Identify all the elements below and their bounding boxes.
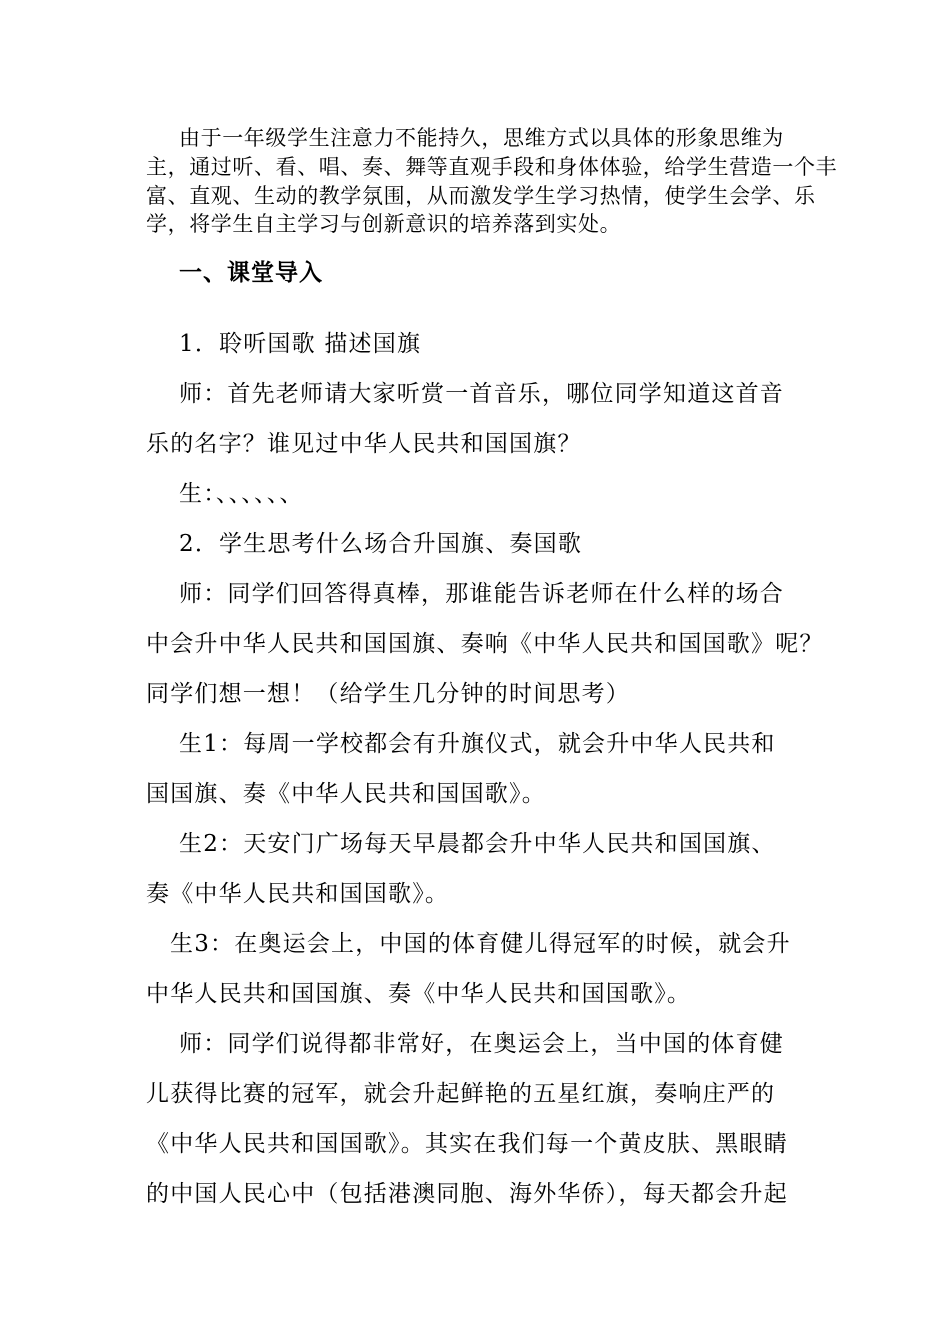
text-line-6: 师：同学们回答得真棒，那谁能告诉老师在什么样的场合 (179, 581, 784, 607)
text-line-10: 国国旗、奏《中华人民共和国国歌》。 (146, 781, 546, 807)
text-line-1: 1．聆听国歌 描述国旗 (179, 331, 422, 357)
text-line-13: 生3：在奥运会上，中国的体育健儿得冠军的时候，就会升 (170, 931, 791, 957)
intro-line-1: 由于一年级学生注意力不能持久，思维方式以具体的形象思维为 (179, 126, 784, 150)
text-line-18: 的中国人民心中（包括港澳同胞、海外华侨），每天都会升起 (146, 1181, 788, 1207)
text-line-9: 生1：每周一学校都会有升旗仪式，就会升中华人民共和 (179, 731, 776, 757)
text-line-3: 乐的名字？谁见过中华人民共和国国旗？ (146, 431, 582, 457)
text-line-2: 师：首先老师请大家听赏一首音乐，哪位同学知道这首音 (179, 381, 784, 407)
text-line-15: 师：同学们说得都非常好，在奥运会上，当中国的体育健 (179, 1031, 784, 1057)
intro-line-2: 主，通过听、看、唱、奏、舞等直观手段和身体体验，给学生营造一个丰 (146, 155, 838, 179)
intro-line-4: 学，将学生自主学习与创新意识的培养落到实处。 (146, 212, 622, 236)
text-line-12: 奏《中华人民共和国国歌》。 (146, 881, 450, 907)
section-heading: 一、课堂导入 (179, 259, 323, 286)
text-line-4: 生：、、、、、、 (179, 481, 304, 507)
text-line-17: 《中华人民共和国国歌》。其实在我们每一个黄皮肤、黑眼睛 (146, 1131, 788, 1157)
text-line-11: 生2：天安门广场每天早晨都会升中华人民共和国国旗、 (179, 831, 776, 857)
text-line-8: 同学们想一想！（给学生几分钟的时间思考） (146, 681, 630, 707)
text-line-16: 儿获得比赛的冠军，就会升起鲜艳的五星红旗，奏响庄严的 (146, 1081, 776, 1107)
text-line-5: 2．学生思考什么场合升国旗、奏国歌 (179, 531, 583, 557)
intro-line-3: 富、直观、生动的教学氛围，从而激发学生学习热情，使学生会学、乐 (146, 184, 816, 208)
text-line-14: 中华人民共和国国旗、奏《中华人民共和国国歌》。 (146, 981, 692, 1007)
text-line-7: 中会升中华人民共和国国旗、奏响《中华人民共和国国歌》呢？ (146, 631, 824, 657)
